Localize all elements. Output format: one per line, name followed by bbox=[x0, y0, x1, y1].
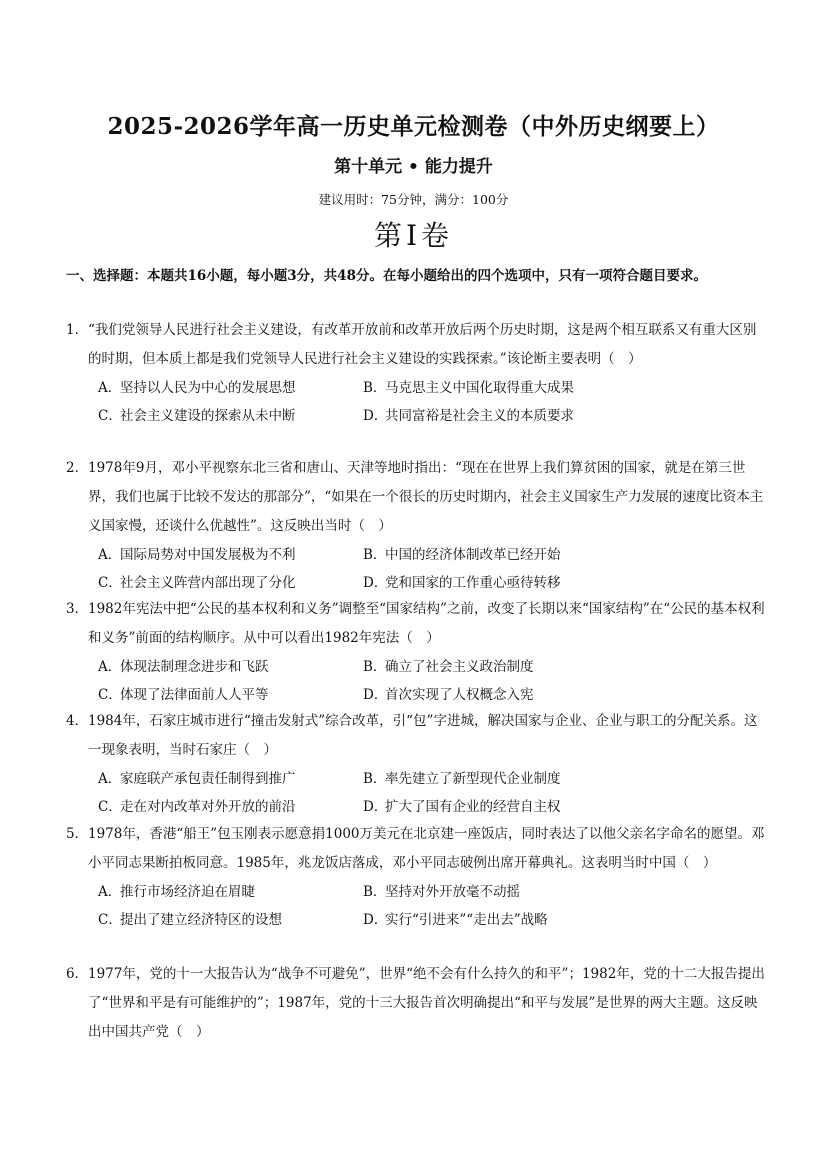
option-c[interactable] bbox=[98, 906, 363, 934]
option-letter: A． bbox=[98, 659, 122, 675]
question-stem: 1984年，石家庄城市进行“撞击发射式”综合改革，引“包”字进城，解决国家与企业、企业与职工的分配关系。这一现象表明，当时石家庄（ ） bbox=[88, 713, 758, 758]
option-text: 马克思主义中国化取得重大成果 bbox=[385, 380, 574, 396]
option-d[interactable] bbox=[363, 569, 628, 597]
option-letter: D． bbox=[363, 408, 388, 424]
question-2 bbox=[66, 454, 766, 597]
options bbox=[98, 653, 766, 709]
question-stem: 1977年，党的十一大报告认为“战争不可避免”，世界“绝不会有什么持久的和平”；1982年，党的十二大报告提出了“世界和平是有可能维护的”；1987年，党的十三大报告首次明确提出“和平与发展”是世界的两大主题。这反映出中国共产党（ ） bbox=[88, 966, 765, 1040]
option-letter: A． bbox=[98, 547, 122, 563]
question-stem: 1982年宪法中把“公民的基本权利和义务”调整至“国家结构”之前，改变了长期以来“国家结构”在“公民的基本权利和义务”前面的结构顺序。从中可以看出1982年宪法（ ） bbox=[88, 601, 765, 646]
question-stem: 1978年，香港“船王”包玉刚表示愿意捐1000万美元在北京建一座饭店，同时表达了以他父亲名字命名的愿望。邓小平同志果断拍板同意。1985年，兆龙饭店落成，邓小平同志破例出席开幕典礼。这表明当时中国（ ） bbox=[88, 826, 765, 871]
option-letter: C． bbox=[98, 687, 122, 703]
option-letter: D． bbox=[363, 575, 388, 591]
option-a[interactable] bbox=[98, 765, 363, 793]
unit-subtitle: 第十单元 • 能力提升 bbox=[334, 157, 493, 177]
option-letter: D． bbox=[363, 912, 388, 928]
option-a[interactable] bbox=[98, 653, 363, 681]
option-text: 扩大了国有企业的经营自主权 bbox=[385, 799, 561, 815]
option-letter: C． bbox=[98, 912, 122, 928]
question-stem: 1978年9月，邓小平视察东北三省和唐山、天津等地时指出：“现在在世界上我们算贫困的国家，就是在第三世界，我们也属于比较不发达的那部分”，“如果在一个很长的历史时期内，社会主义国家生产力发展的速度比资本主义国家慢，还谈什么优越性”。这反映出当时（ ） bbox=[88, 460, 764, 534]
option-text: 社会主义建设的探索从未中断 bbox=[120, 408, 296, 424]
option-letter: B． bbox=[363, 547, 387, 563]
option-text: 党和国家的工作重心亟待转移 bbox=[385, 575, 561, 591]
option-d[interactable] bbox=[363, 793, 628, 821]
section-instruction: 一、选择题：本题共16小题，每小题3分，共48分。在每小题给出的四个选项中，只有一项符合题目要求。 bbox=[66, 268, 707, 284]
question-stem: “我们党领导人民进行社会主义建设，有改革开放前和改革开放后两个历史时期，这是两个相互联系又有重大区别的时期，但本质上都是我们党领导人民进行社会主义建设的实践探索。”该论断主要表明（ ） bbox=[88, 322, 757, 367]
option-letter: C． bbox=[98, 799, 122, 815]
option-letter: B． bbox=[363, 884, 387, 900]
options bbox=[98, 541, 766, 597]
option-letter: C． bbox=[98, 575, 122, 591]
question-number: 3． bbox=[66, 601, 89, 617]
option-text: 推行市场经济迫在眉睫 bbox=[120, 884, 255, 900]
option-text: 率先建立了新型现代企业制度 bbox=[385, 771, 561, 787]
option-b[interactable] bbox=[363, 878, 628, 906]
option-letter: B． bbox=[363, 380, 387, 396]
volume-heading: 第Ⅰ卷 bbox=[373, 219, 454, 252]
question-number: 4． bbox=[66, 713, 89, 729]
option-d[interactable] bbox=[363, 906, 628, 934]
option-letter: C． bbox=[98, 408, 122, 424]
option-d[interactable] bbox=[363, 681, 628, 709]
option-text: 国际局势对中国发展极为不利 bbox=[120, 547, 296, 563]
option-letter: D． bbox=[363, 799, 388, 815]
question-number: 5． bbox=[66, 826, 89, 842]
options bbox=[98, 374, 766, 430]
option-a[interactable] bbox=[98, 878, 363, 906]
option-a[interactable] bbox=[98, 374, 363, 402]
question-1 bbox=[66, 316, 766, 430]
question-number: 2． bbox=[66, 460, 89, 476]
option-letter: A． bbox=[98, 771, 122, 787]
time-and-score: 建议用时：75分钟，满分：100分 bbox=[318, 192, 509, 207]
option-c[interactable] bbox=[98, 569, 363, 597]
option-c[interactable] bbox=[98, 402, 363, 430]
question-number: 6． bbox=[66, 966, 89, 982]
option-text: 中国的经济体制改革已经开始 bbox=[385, 547, 561, 563]
options bbox=[98, 765, 766, 821]
option-text: 走在对内改革对外开放的前沿 bbox=[120, 799, 296, 815]
option-a[interactable] bbox=[98, 541, 363, 569]
option-b[interactable] bbox=[363, 374, 628, 402]
option-text: 家庭联产承包责任制得到推广 bbox=[120, 771, 296, 787]
question-4 bbox=[66, 707, 766, 821]
option-text: 坚持对外开放毫不动摇 bbox=[385, 884, 520, 900]
option-letter: A． bbox=[98, 380, 122, 396]
option-b[interactable] bbox=[363, 765, 628, 793]
option-b[interactable] bbox=[363, 653, 628, 681]
question-5 bbox=[66, 820, 766, 934]
option-text: 社会主义阵营内部出现了分化 bbox=[120, 575, 296, 591]
option-text: 共同富裕是社会主义的本质要求 bbox=[385, 408, 574, 424]
option-text: 体现法制理念进步和飞跃 bbox=[120, 659, 269, 675]
option-letter: A． bbox=[98, 884, 122, 900]
option-letter: D． bbox=[363, 687, 388, 703]
question-3 bbox=[66, 595, 766, 709]
question-6 bbox=[66, 960, 766, 1047]
option-text: 首次实现了人权概念入宪 bbox=[385, 687, 534, 703]
options bbox=[98, 878, 766, 934]
option-letter: B． bbox=[363, 771, 387, 787]
exam-title: 2025-2026学年高一历史单元检测卷（中外历史纲要上） bbox=[107, 113, 720, 140]
question-number: 1． bbox=[66, 322, 89, 338]
option-c[interactable] bbox=[98, 681, 363, 709]
option-text: 坚持以人民为中心的发展思想 bbox=[120, 380, 296, 396]
option-c[interactable] bbox=[98, 793, 363, 821]
option-text: 体现了法律面前人人平等 bbox=[120, 687, 269, 703]
option-letter: B． bbox=[363, 659, 387, 675]
option-text: 确立了社会主义政治制度 bbox=[385, 659, 534, 675]
option-b[interactable] bbox=[363, 541, 628, 569]
option-text: 提出了建立经济特区的设想 bbox=[120, 912, 282, 928]
option-d[interactable] bbox=[363, 402, 628, 430]
option-text: 实行“引进来”“走出去”战略 bbox=[385, 912, 548, 928]
